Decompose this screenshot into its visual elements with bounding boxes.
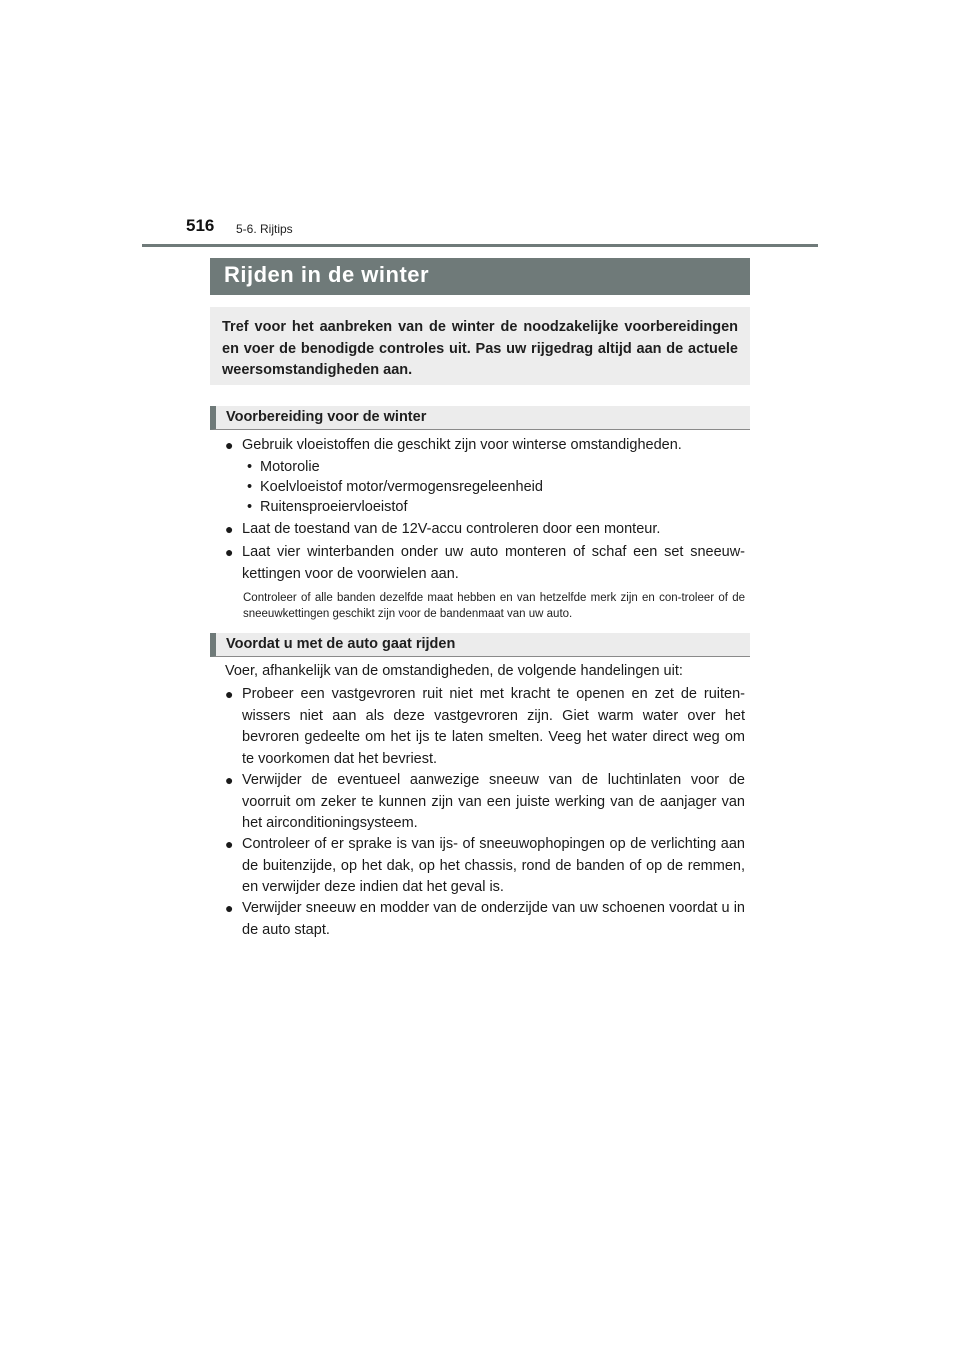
list-item: ● Laat de toestand van de 12V-accu controleren door een monteur. [225,519,745,541]
page-title: Rijden in de winter [210,258,750,295]
note-text: Controleer of alle banden dezelfde maat hebben en van hetzelfde merk zijn en con-troleer of de sneeuwkettingen geschikt zijn voor de bandenmaat van uw auto. [243,592,745,620]
list-item: ● Gebruik vloeistoffen die geschikt zijn voor winterse omstandigheden. [225,435,745,457]
section-heading-before-driving: Voordat u met de auto gaat rijden [210,633,750,657]
sub-bullet-icon: • [247,499,253,515]
page-number: 516 [186,216,215,235]
lead-text: Voer, afhankelijk van de omstandigheden, de volgende handelingen uit: [225,663,683,679]
intro-box: Tref voor het aanbreken van de winter de noodzakelijke voorbereidingen en voer de benodigde controles uit. Pas uw rijgedrag altijd aan de actuele weersomstandigheden aan. [210,307,750,385]
sub-list-item: • Motorolie [247,459,320,475]
list-item: ● Laat vier winterbanden onder uw auto monteren of schaf een set sneeuw-kettingen voor de voorwielen aan. [225,544,745,582]
sub-list-item: • Ruitensproeiervloeistof [247,499,408,515]
bullet-icon: ● [225,900,234,916]
list-item: ● Verwijder de eventueel aanwezige sneeuw van de luchtinlaten voor de voorruit om zeker te kunnen zijn van een juiste werking van de aanjager van het airconditioningsysteem. [225,772,745,831]
page-header [186,216,818,246]
section-heading-winter-preparation: Voorbereiding voor de winter [210,406,750,430]
bullet-icon: ● [225,686,234,702]
list-item: ● Verwijder sneeuw en modder van de onderzijde van uw schoenen voordat u in de auto stapt. [225,900,745,938]
bullet-icon: ● [225,544,234,560]
list-item: ● Probeer een vastgevroren ruit niet met kracht te openen en zet de ruiten-wissers niet aan als deze vastgevroren zijn. Giet warm water over het bevroren gedeelte om het ijs te laten smelten. Veeg het water direct weg om te voorkomen dat het bevriest. [225,686,745,767]
section-breadcrumb: 5-6. Rijtips [236,222,293,236]
bullet-icon: ● [225,836,234,852]
bullet-icon: ● [225,772,234,788]
bullet-icon: ● [225,437,234,453]
sub-bullet-icon: • [247,459,253,475]
header-divider [142,244,818,247]
list-item: ● Controleer of er sprake is van ijs- of sneeuwophopingen op de verlichting aan de buitenzijde, op het dak, op het chassis, rond de banden of op de remmen, en verwijder deze indien dat het geval is. [225,836,745,895]
sub-list-item: • Koelvloeistof motor/vermogensregeleenheid [247,479,543,495]
sub-bullet-icon: • [247,479,253,495]
bullet-icon: ● [225,521,234,537]
